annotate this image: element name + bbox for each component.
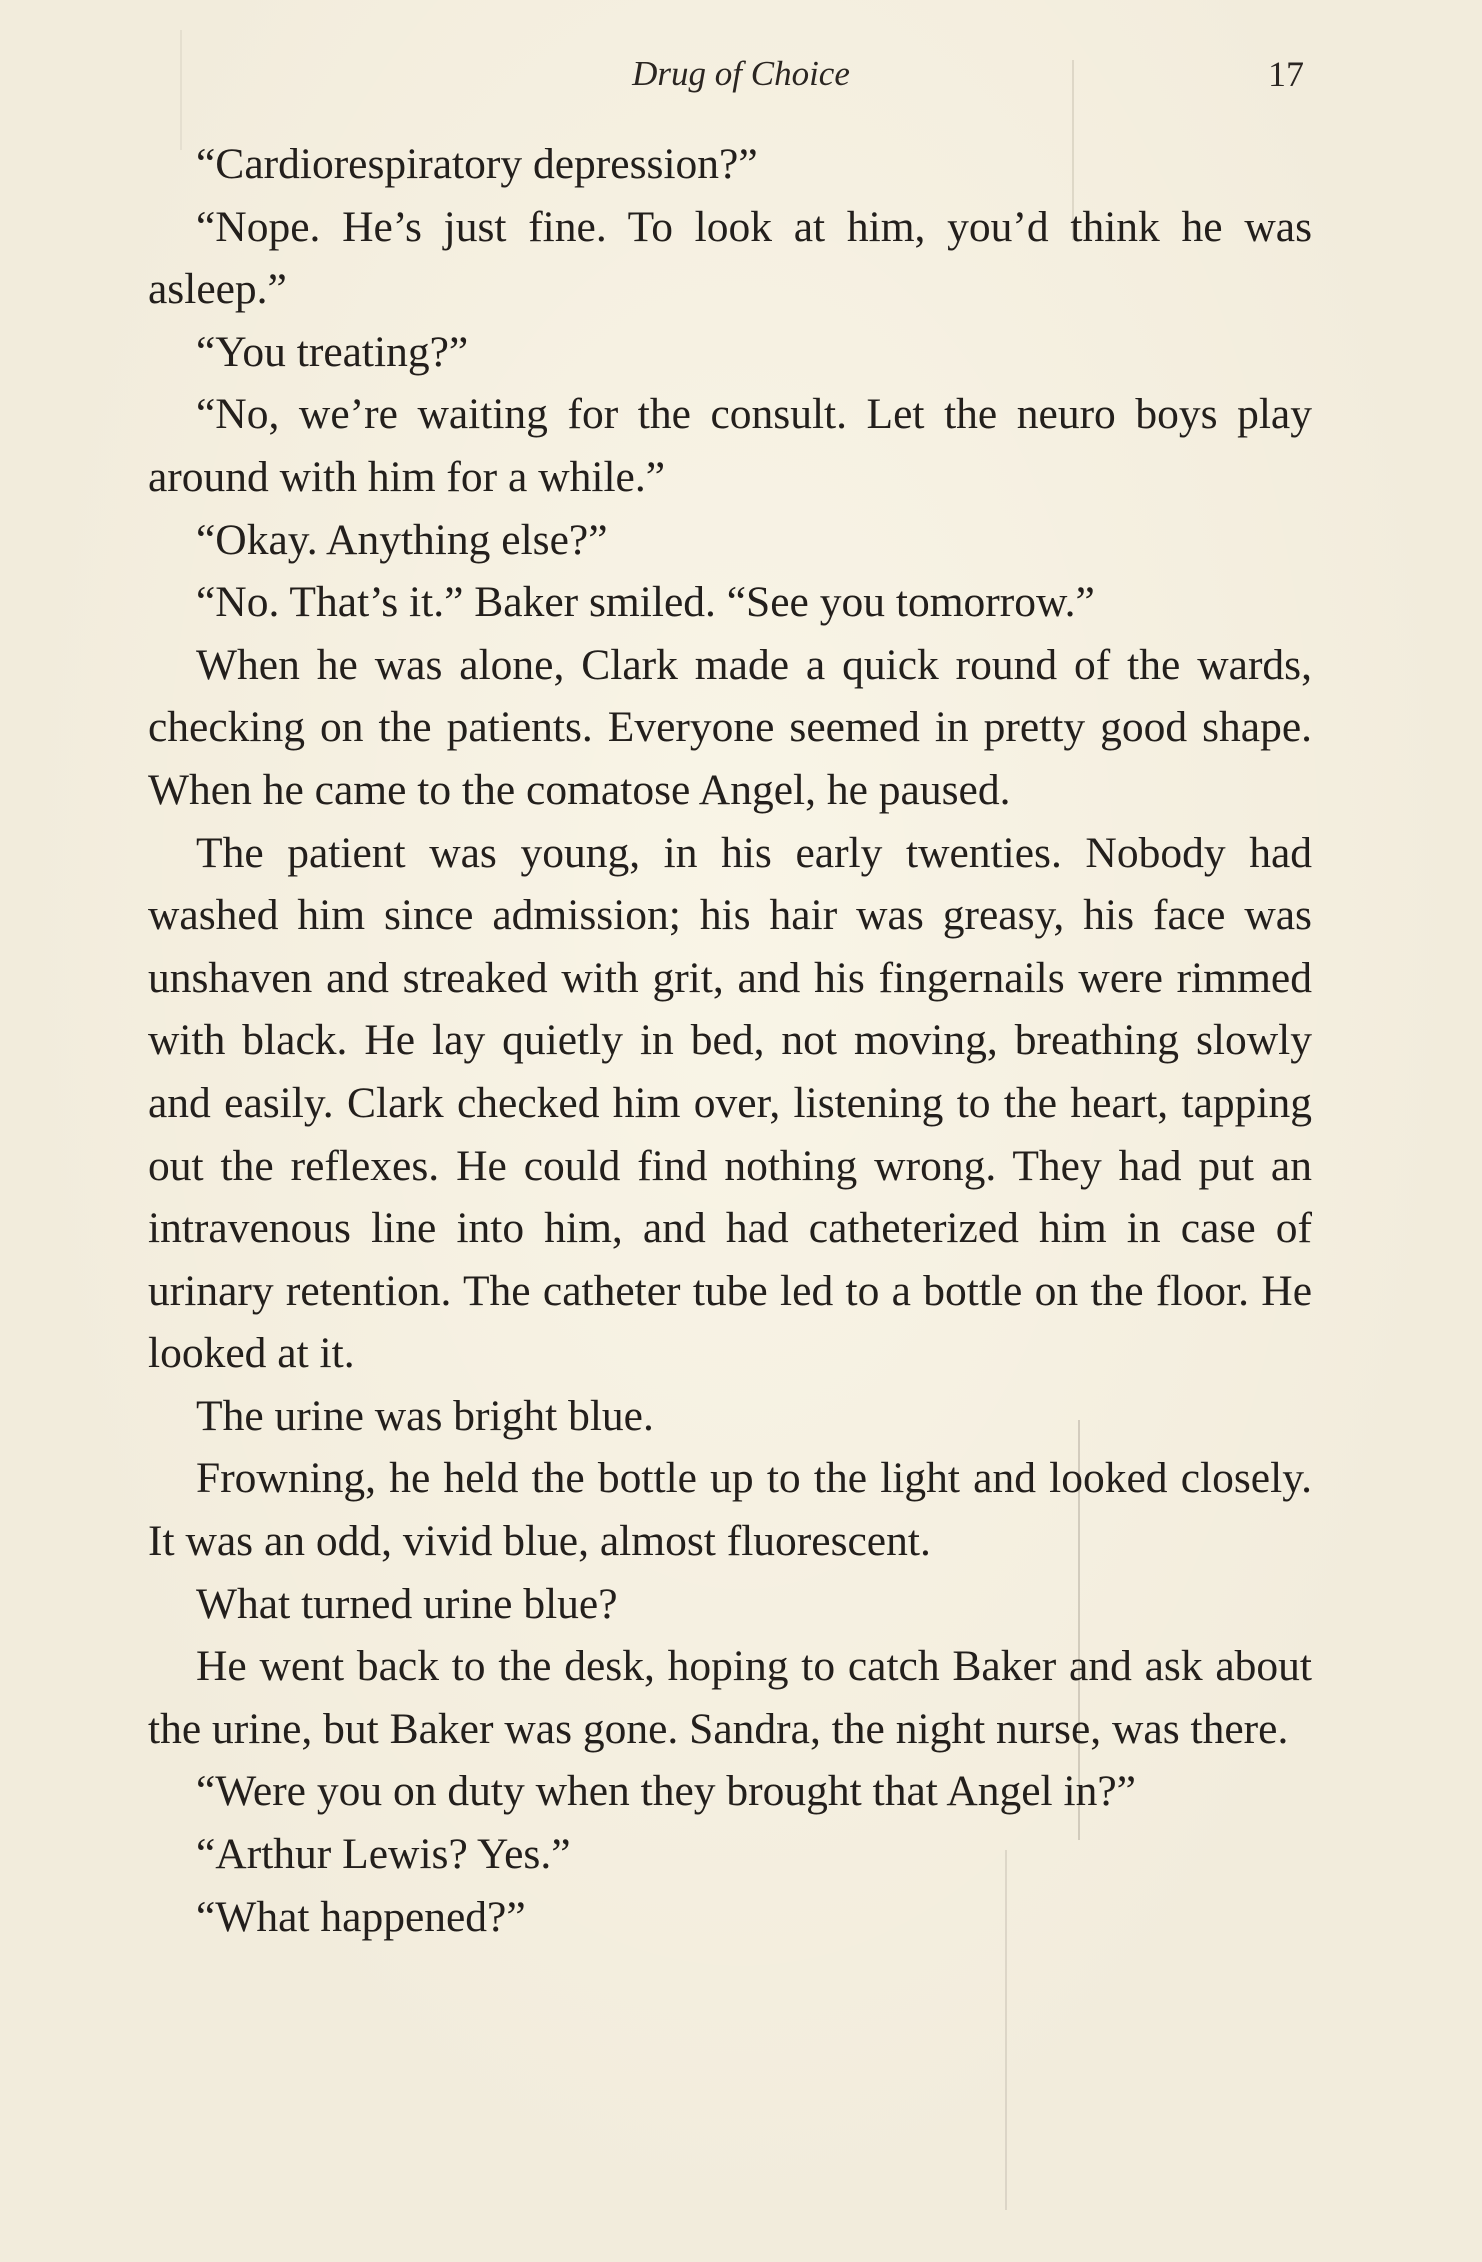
paragraph: He went back to the desk, hoping to catch Baker and ask about the urine, but Baker was gone. Sandra, the night nurse, was there.: [148, 1642, 1312, 1753]
running-title: Drug of Choice: [632, 54, 850, 93]
paragraph: “No. That’s it.” Baker smiled. “See you tomorrow.”: [196, 578, 1095, 627]
paragraph: The patient was young, in his early twenties. Nobody had washed him since admission; his hair was greasy, his face was unshaven and streaked with grit, and his fingernails were rimmed with black. He lay quietly in bed, not moving, breathing slowly and easily. Clark checked him over, listening to the heart, tapping out the reflexes. He could find nothing wrong. They had put an intravenous line into him, and had catheterized him in case of urinary retention. The catheter tube led to a bottle on the floor. He looked at it.: [148, 828, 1312, 1378]
page-header: [0, 44, 1482, 104]
paragraph: “What happened?”: [196, 1892, 526, 1941]
paragraph: When he was alone, Clark made a quick round of the wards, checking on the patients. Everyone seemed in pretty good shape. When he came to the comatose Angel, he paused.: [148, 640, 1312, 814]
paragraph: “Okay. Anything else?”: [196, 515, 608, 564]
paragraph: What turned urine blue?: [196, 1579, 618, 1628]
paragraph: “Cardiorespiratory depression?”: [196, 140, 758, 188]
paragraph: “Arthur Lewis? Yes.”: [196, 1830, 571, 1879]
page-number: 17: [1268, 54, 1304, 94]
paragraph: The urine was bright blue.: [196, 1391, 654, 1440]
paragraph: “Nope. He’s just fine. To look at him, you’d think he was asleep.”: [148, 202, 1312, 314]
paragraph: “Were you on duty when they brought that Angel in?”: [196, 1767, 1136, 1816]
paragraph: “No, we’re waiting for the consult. Let the neuro boys play around with him for a while.”: [148, 390, 1312, 501]
body-text: [148, 133, 1312, 1948]
paragraph: “You treating?”: [196, 327, 469, 376]
paragraph: Frowning, he held the bottle up to the light and looked closely. It was an odd, vivid blue, almost fluorescent.: [148, 1454, 1312, 1566]
